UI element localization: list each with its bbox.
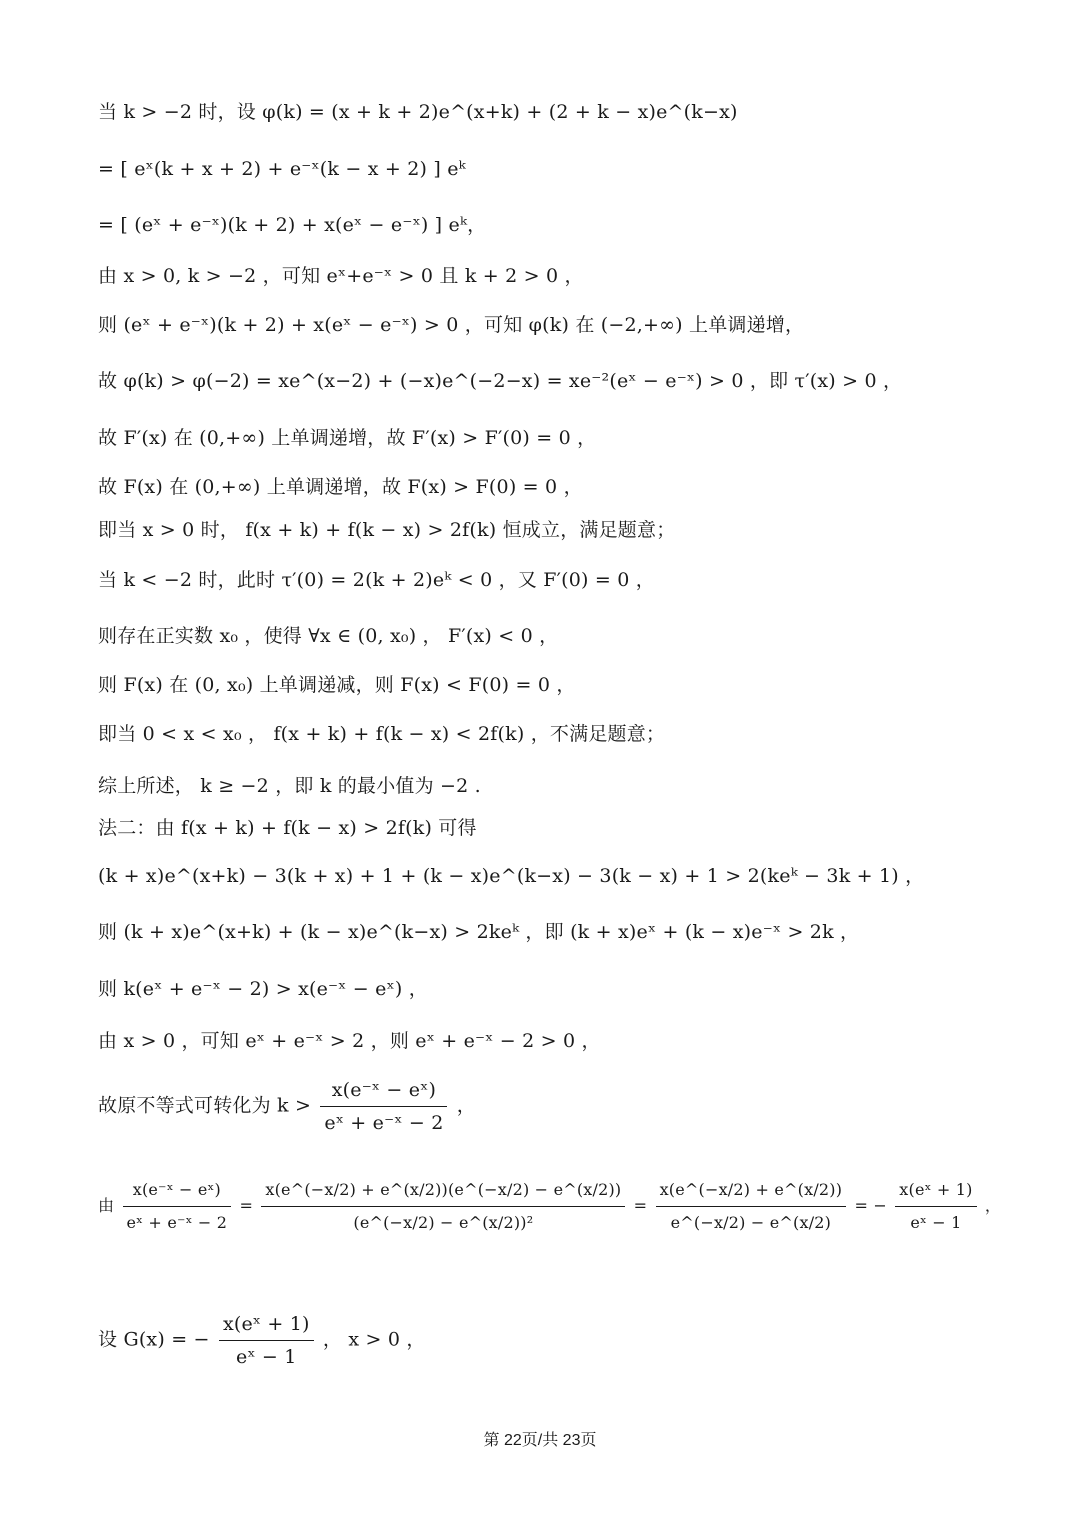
text-line: 即当 0 < x < x₀ ， f(x + k) + f(k − x) < 2f(k) ，不满足题意；: [98, 723, 666, 745]
equals-sign: =: [239, 1196, 254, 1215]
formula-line-simplify: [98, 1176, 1001, 1237]
text-line: (k + x)e^(x+k) − 3(k + x) + 1 + (k − x)e^(k−x) − 3(k − x) + 1 > 2(keᵏ − 3k + 1) ，: [98, 865, 925, 887]
text-line: 当 k > −2 时，设 φ(k) = (x + k + 2)e^(x+k) + (2 + k − x)e^(k−x): [98, 101, 738, 123]
formula-prefix: 设 G(x) = −: [98, 1328, 210, 1351]
fraction: [261, 1176, 625, 1237]
fraction-numerator: x(eˣ + 1): [895, 1176, 976, 1207]
page-footer: 第 22页/共 23页: [483, 1432, 597, 1449]
text-line: 故 φ(k) > φ(−2) = xe^(x−2) + (−x)e^(−2−x) = xe⁻²(eˣ − e⁻ˣ) > 0 ，即 τ′(x) > 0 ，: [98, 370, 903, 392]
fraction-numerator: x(e^(−x/2) + e^(x/2)): [656, 1176, 847, 1207]
text-line: 当 k < −2 时，此时 τ′(0) = 2(k + 2)eᵏ < 0 ，又 F′(0) = 0 ，: [98, 569, 655, 591]
equals-sign: = −: [854, 1196, 887, 1215]
text-line: 则存在正实数 x₀ ，使得 ∀x ∈ (0, x₀) ， F′(x) < 0 ，: [98, 625, 559, 647]
text-line: 由 x > 0 ，可知 eˣ + e⁻ˣ > 2 ，则 eˣ + e⁻ˣ − 2 > 0 ，: [98, 1030, 601, 1052]
fraction-denominator: (e^(−x/2) − e^(x/2))²: [353, 1213, 534, 1232]
fraction-denominator: eˣ + e⁻ˣ − 2: [126, 1213, 228, 1232]
text-line: 则 (k + x)e^(x+k) + (k − x)e^(k−x) > 2keᵏ ，即 (k + x)eˣ + (k − x)e⁻ˣ > 2k ，: [98, 921, 860, 943]
fraction-denominator: eˣ − 1: [236, 1346, 297, 1368]
text-line: 即当 x > 0 时， f(x + k) + f(k − x) > 2f(k) 恒成立，满足题意；: [98, 519, 676, 541]
formula-line-transform: [98, 1076, 476, 1137]
fraction: [123, 1176, 232, 1237]
fraction-numerator: x(eˣ + 1): [219, 1310, 314, 1341]
text-line: 故 F(x) 在 (0,+∞) 上单调递增，故 F(x) > F(0) = 0 ，: [98, 476, 583, 498]
formula-suffix: ，: [984, 1196, 1002, 1215]
fraction-numerator: x(e⁻ˣ − eˣ): [320, 1076, 447, 1107]
text-line: 故 F′(x) 在 (0,+∞) 上单调递增，故 F′(x) > F′(0) = 0 ，: [98, 427, 597, 449]
fraction-denominator: e^(−x/2) − e^(x/2): [670, 1213, 832, 1232]
formula-line-define-g: [98, 1310, 426, 1371]
formula-prefix: 由: [98, 1196, 115, 1215]
text-line: 由 x > 0, k > −2 ，可知 eˣ+e⁻ˣ > 0 且 k + 2 > 0 ，: [98, 265, 584, 287]
text-line: 法二：由 f(x + k) + f(k − x) > 2f(k) 可得: [98, 817, 477, 839]
fraction: [656, 1176, 847, 1237]
text-line: 则 (eˣ + e⁻ˣ)(k + 2) + x(eˣ − e⁻ˣ) > 0 ，可知 φ(k) 在 (−2,+∞) 上单调递增，: [98, 314, 805, 336]
text-line: 综上所述， k ≥ −2 ，即 k 的最小值为 −2 .: [98, 775, 481, 797]
text-line: = [ (eˣ + e⁻ˣ)(k + 2) + x(eˣ − e⁻ˣ) ] eᵏ，: [98, 214, 487, 236]
text-line: 则 F(x) 在 (0, x₀) 上单调递减，则 F(x) < F(0) = 0 ，: [98, 674, 576, 696]
text-line: = [ eˣ(k + x + 2) + e⁻ˣ(k − x + 2) ] eᵏ: [98, 158, 466, 180]
text-line: 则 k(eˣ + e⁻ˣ − 2) > x(e⁻ˣ − eˣ) ，: [98, 978, 428, 1000]
formula-suffix: ， x > 0 ，: [322, 1328, 426, 1351]
fraction-numerator: x(e⁻ˣ − eˣ): [123, 1176, 232, 1207]
formula-suffix: ，: [456, 1094, 476, 1117]
formula-prefix: 故原不等式可转化为 k >: [98, 1094, 312, 1117]
fraction-denominator: eˣ − 1: [910, 1213, 962, 1232]
fraction: [219, 1310, 314, 1371]
fraction-numerator: x(e^(−x/2) + e^(x/2))(e^(−x/2) − e^(x/2)): [261, 1176, 625, 1207]
fraction: [320, 1076, 447, 1137]
fraction: [895, 1176, 976, 1237]
fraction-denominator: eˣ + e⁻ˣ − 2: [324, 1112, 444, 1134]
equals-sign: =: [633, 1196, 648, 1215]
